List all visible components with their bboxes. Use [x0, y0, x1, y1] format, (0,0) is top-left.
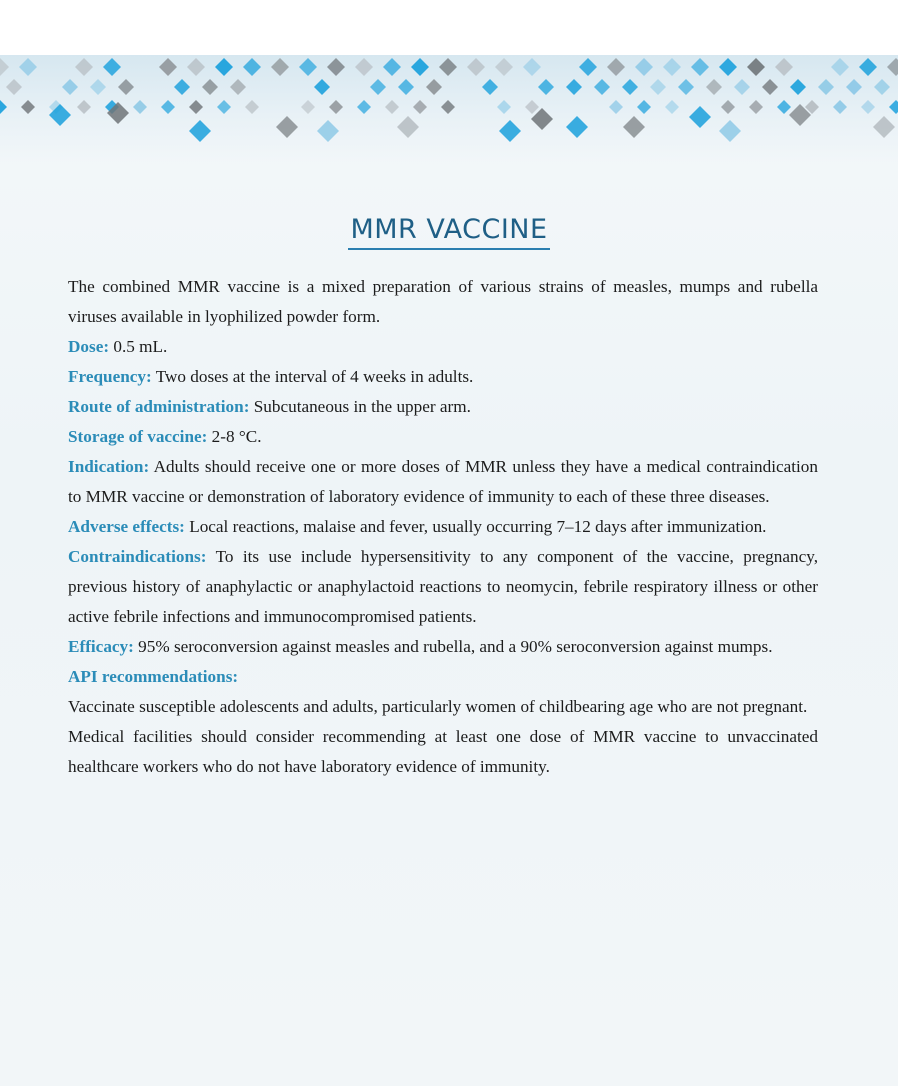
diamond-shape	[566, 116, 588, 138]
diamond-shape	[525, 100, 539, 114]
diamond-shape	[21, 100, 35, 114]
diamond-shape	[495, 58, 513, 76]
diamond-shape	[187, 58, 205, 76]
adverse-label: Adverse effects:	[68, 517, 185, 536]
api-heading	[68, 662, 818, 692]
diamond-shape	[467, 58, 485, 76]
efficacy-text: 95% seroconversion against measles and rubella, and a 90% seroconversion against mumps.	[133, 637, 773, 656]
diamond-shape	[90, 79, 106, 95]
title-text: MMR VACCINE	[348, 214, 549, 250]
diamond-shape	[678, 79, 694, 95]
diamond-shape	[299, 58, 317, 76]
diamond-shape	[385, 100, 399, 114]
frequency-text: Two doses at the interval of 4 weeks in adults.	[151, 367, 474, 386]
diamond-shape	[734, 79, 750, 95]
diamond-shape	[650, 79, 666, 95]
diamond-shape	[77, 100, 91, 114]
storage-text: 2-8 °C.	[207, 427, 262, 446]
diamond-shape	[397, 116, 419, 138]
diamond-shape	[497, 100, 511, 114]
document-body	[68, 272, 818, 782]
diamond-shape	[818, 79, 834, 95]
contraindications-text: To its use include hypersensitivity to any component of the vaccine, pregnancy, previous history of anaphylactic or anaphylactoid reactions to neomycin, febrile respiratory illness or other active febrile infections and immunocompromised patients.	[68, 547, 818, 626]
diamond-shape	[833, 100, 847, 114]
diamond-shape	[0, 58, 9, 76]
diamond-shape	[719, 120, 741, 142]
diamond-shape	[245, 100, 259, 114]
diamond-shape	[301, 100, 315, 114]
diamond-shape	[594, 79, 610, 95]
diamond-shape	[482, 79, 498, 95]
diamond-shape	[873, 116, 895, 138]
api-item-1: Vaccinate susceptible adolescents and adults, particularly women of childbearing age who are not pregnant.	[68, 697, 808, 716]
diamond-shape	[706, 79, 722, 95]
diamond-shape	[159, 58, 177, 76]
diamond-shape	[637, 100, 651, 114]
diamond-shape	[62, 79, 78, 95]
diamond-shape	[357, 100, 371, 114]
diamond-shape	[777, 100, 791, 114]
diamond-shape	[6, 79, 22, 95]
api-label: API recommendations:	[68, 667, 239, 686]
diamond-shape	[103, 58, 121, 76]
diamond-shape	[243, 58, 261, 76]
diamond-shape	[329, 100, 343, 114]
diamond-shape	[887, 58, 898, 76]
indication-text: Adults should receive one or more doses of MMR unless they have a medical contraindication to MMR vaccine or demonstration of laboratory evidence of immunity to each of these three diseases.	[68, 457, 818, 506]
route-label: Route of administration:	[68, 397, 250, 416]
frequency-label: Frequency:	[68, 367, 152, 386]
contraindications-paragraph	[68, 542, 818, 632]
diamond-shape	[607, 58, 625, 76]
diamond-shape	[523, 58, 541, 76]
diamond-shape	[721, 100, 735, 114]
diamond-shape	[790, 79, 806, 95]
diamond-shape	[426, 79, 442, 95]
diamond-shape	[859, 58, 877, 76]
diamond-shape	[161, 100, 175, 114]
diamond-shape	[355, 58, 373, 76]
diamond-shape	[439, 58, 457, 76]
diamond-shape	[19, 58, 37, 76]
api-item-2: Medical facilities should consider recommending at least one dose of MMR vaccine to unvaccinated healthcare workers who do not have laboratory evidence of immunity.	[68, 727, 818, 776]
efficacy-paragraph	[68, 632, 818, 662]
diamond-shape	[189, 120, 211, 142]
indication-paragraph	[68, 452, 818, 512]
diamond-shape	[663, 58, 681, 76]
diamond-shape	[411, 58, 429, 76]
diamond-shape	[441, 100, 455, 114]
efficacy-label: Efficacy:	[68, 637, 134, 656]
adverse-paragraph	[68, 512, 818, 542]
diamond-shape	[566, 79, 582, 95]
diamond-shape	[499, 120, 521, 142]
diamond-shape	[230, 79, 246, 95]
diamond-shape	[691, 58, 709, 76]
diamond-shape	[762, 79, 778, 95]
diamond-shape	[635, 58, 653, 76]
dose-label: Dose:	[68, 337, 110, 356]
diamond-shape	[133, 100, 147, 114]
diamond-shape	[189, 100, 203, 114]
diamond-shape	[831, 58, 849, 76]
diamond-shape	[215, 58, 233, 76]
diamond-shape	[271, 58, 289, 76]
page-title	[0, 214, 898, 250]
diamond-shape	[846, 79, 862, 95]
dose-text: 0.5 mL.	[109, 337, 168, 356]
diamond-shape	[874, 79, 890, 95]
diamond-shape	[749, 100, 763, 114]
diamond-shape	[719, 58, 737, 76]
diamond-shape	[314, 79, 330, 95]
diamond-shape	[861, 100, 875, 114]
route-paragraph	[68, 392, 818, 422]
diamond-shape	[398, 79, 414, 95]
diamond-shape	[665, 100, 679, 114]
diamond-shape	[0, 100, 7, 114]
diamond-shape	[775, 58, 793, 76]
frequency-paragraph	[68, 362, 818, 392]
indication-label: Indication:	[68, 457, 150, 476]
diamond-shape	[538, 79, 554, 95]
diamond-shape	[75, 58, 93, 76]
dose-paragraph	[68, 332, 818, 362]
diamond-shape	[118, 79, 134, 95]
intro-paragraph: The combined MMR vaccine is a mixed preparation of various strains of measles, mumps and rubella viruses available in lyophilized powder form.	[68, 277, 818, 326]
diamond-shape	[889, 100, 898, 114]
diamond-shape	[317, 120, 339, 142]
contraindications-label: Contraindications:	[68, 547, 207, 566]
diamond-shape	[174, 79, 190, 95]
storage-paragraph	[68, 422, 818, 452]
diamond-shape	[609, 100, 623, 114]
route-text: Subcutaneous in the upper arm.	[249, 397, 471, 416]
diamond-pattern	[0, 55, 898, 165]
diamond-shape	[747, 58, 765, 76]
diamond-shape	[217, 100, 231, 114]
diamond-shape	[370, 79, 386, 95]
diamond-shape	[327, 58, 345, 76]
diamond-shape	[622, 79, 638, 95]
decorative-diamond-banner	[0, 55, 898, 165]
diamond-shape	[579, 58, 597, 76]
adverse-text: Local reactions, malaise and fever, usually occurring 7–12 days after immunization.	[184, 517, 767, 536]
diamond-shape	[413, 100, 427, 114]
diamond-shape	[202, 79, 218, 95]
diamond-shape	[276, 116, 298, 138]
diamond-shape	[689, 106, 711, 128]
storage-label: Storage of vaccine:	[68, 427, 208, 446]
diamond-shape	[383, 58, 401, 76]
diamond-shape	[623, 116, 645, 138]
